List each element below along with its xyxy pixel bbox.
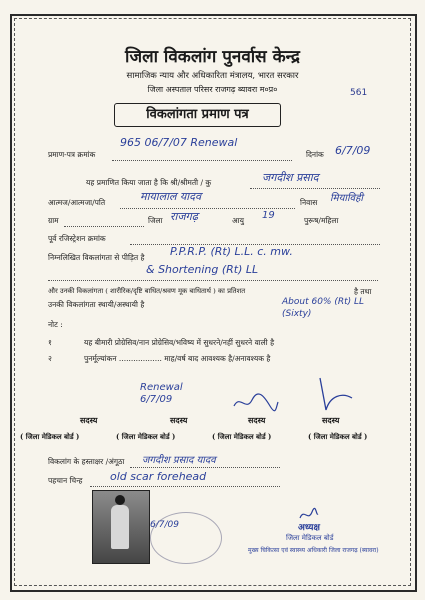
photo-head bbox=[115, 495, 125, 505]
note-1-number: १ bbox=[48, 338, 52, 347]
note-2-text: पुनर्मूल्यांकन .................. माह/वर्ष बाद आवश्यक है/अनावश्यक है bbox=[84, 354, 271, 363]
father-line bbox=[120, 208, 295, 209]
id-mark-label: पहचान चिन्ह bbox=[48, 476, 83, 485]
board-3: ( जिला मेडिकल बोर्ड ) bbox=[212, 432, 272, 441]
resident-label: निवास bbox=[300, 198, 318, 207]
chair-sub: जिला मेडिकल बोर्ड bbox=[286, 534, 334, 542]
disability-line1: P.P.R.P. (Rt) L.L. c. mw. bbox=[170, 245, 293, 258]
resident-value: मियाविही bbox=[330, 193, 364, 204]
percent-value: About 60% (Rt) LL (Sixty) bbox=[282, 297, 365, 319]
age-value: 19 bbox=[262, 210, 275, 221]
name-value: जगदीश प्रसाद bbox=[262, 171, 319, 184]
member-4-title: सदस्य bbox=[322, 415, 340, 425]
board-2: ( जिला मेडिकल बोर्ड ) bbox=[116, 432, 176, 441]
member-signature-3-mark bbox=[230, 392, 280, 414]
ministry-line: सामाजिक न्याय और अधिकारिता मंत्रालय, भारत सरकार bbox=[126, 71, 299, 81]
district-label: जिला bbox=[148, 216, 163, 225]
board-1: ( जिला मेडिकल बोर्ड ) bbox=[20, 432, 80, 441]
cert-no-label: प्रमाण-पत्र क्रमांक bbox=[48, 150, 96, 159]
photo-body bbox=[111, 505, 129, 549]
father-label: आत्मज/आत्मजा/पति bbox=[48, 198, 106, 207]
member-3-title: सदस्य bbox=[248, 415, 266, 425]
village-line bbox=[64, 226, 144, 227]
chair-footer: मुख्य चिकित्सा एवं स्वास्थ्य अधिकारी जिला राजगढ़ (ब्यावरा) bbox=[248, 547, 379, 554]
certify-text: यह प्रमाणित किया जाता है कि श्री/श्रीमती / कु bbox=[86, 178, 212, 187]
prev-reg-label: पूर्व रजिस्ट्रेशन क्रमांक bbox=[48, 234, 106, 243]
permanence-label: उनकी विकलांगता स्थायी/अस्थायी है bbox=[48, 300, 145, 309]
note-2-number: २ bbox=[48, 354, 52, 363]
member-1-title: सदस्य bbox=[80, 415, 98, 425]
type-suffix: है तथा bbox=[354, 287, 372, 296]
thumb-line bbox=[130, 467, 280, 468]
district-value: राजगढ़ bbox=[170, 210, 198, 223]
disability-line bbox=[48, 280, 378, 281]
village-label: ग्राम bbox=[48, 216, 59, 225]
board-4: ( जिला मेडिकल बोर्ड ) bbox=[308, 432, 368, 441]
id-mark-value: old scar forehead bbox=[110, 470, 207, 483]
type-label: और उनकी विकलांगता ( शारीरिक/दृष्टि बाधित/श्रवण मूक बाधितार्थ ) का प्रतिशत bbox=[48, 287, 246, 295]
member-signature-4-mark bbox=[300, 376, 360, 416]
renewal-note: Renewal 6/7/09 bbox=[140, 382, 183, 405]
note-label: नोट : bbox=[48, 320, 63, 329]
applicant-photo bbox=[92, 490, 150, 564]
chair-title: अध्यक्ष bbox=[298, 523, 320, 533]
disability-label: निम्नलिखित विकलांगता से पीड़ित है bbox=[48, 253, 145, 262]
gender-label: पुरूष/महिला bbox=[304, 216, 339, 225]
father-value: मायालाल यादव bbox=[140, 190, 202, 203]
thumb-value: जगदीश प्रसाद यादव bbox=[142, 455, 216, 466]
age-label: आयु bbox=[232, 216, 245, 225]
cert-no-value: 965 06/7/07 Renewal bbox=[120, 136, 238, 149]
serial-number: 561 bbox=[350, 88, 368, 98]
address-line: जिला अस्पताल परिसर राजगढ़ ब्यावरा म०प्र० bbox=[147, 85, 278, 94]
date-label: दिनांक bbox=[306, 150, 324, 159]
thumb-label: विकलांग के हस्ताक्षर /अंगूठा bbox=[48, 457, 125, 466]
photo-stamp-date: 6/7/09 bbox=[150, 520, 179, 530]
member-2-title: सदस्य bbox=[170, 415, 188, 425]
note-1-text: यह बीमारी प्रोग्रेसिव/नान प्रोग्रेसिव/भविष्य में सुधरने/नहीं सुधरने वाली है bbox=[84, 338, 275, 347]
id-mark-line bbox=[90, 486, 280, 487]
cert-no-line bbox=[112, 160, 292, 161]
certificate-title: विकलांगता प्रमाण पत्र bbox=[114, 103, 281, 127]
disability-line2: & Shortening (Rt) LL bbox=[146, 263, 259, 276]
date-value: 6/7/09 bbox=[335, 144, 371, 157]
name-line bbox=[250, 188, 380, 189]
center-title: जिला विकलांग पुनर्वास केन्द्र bbox=[125, 47, 300, 67]
